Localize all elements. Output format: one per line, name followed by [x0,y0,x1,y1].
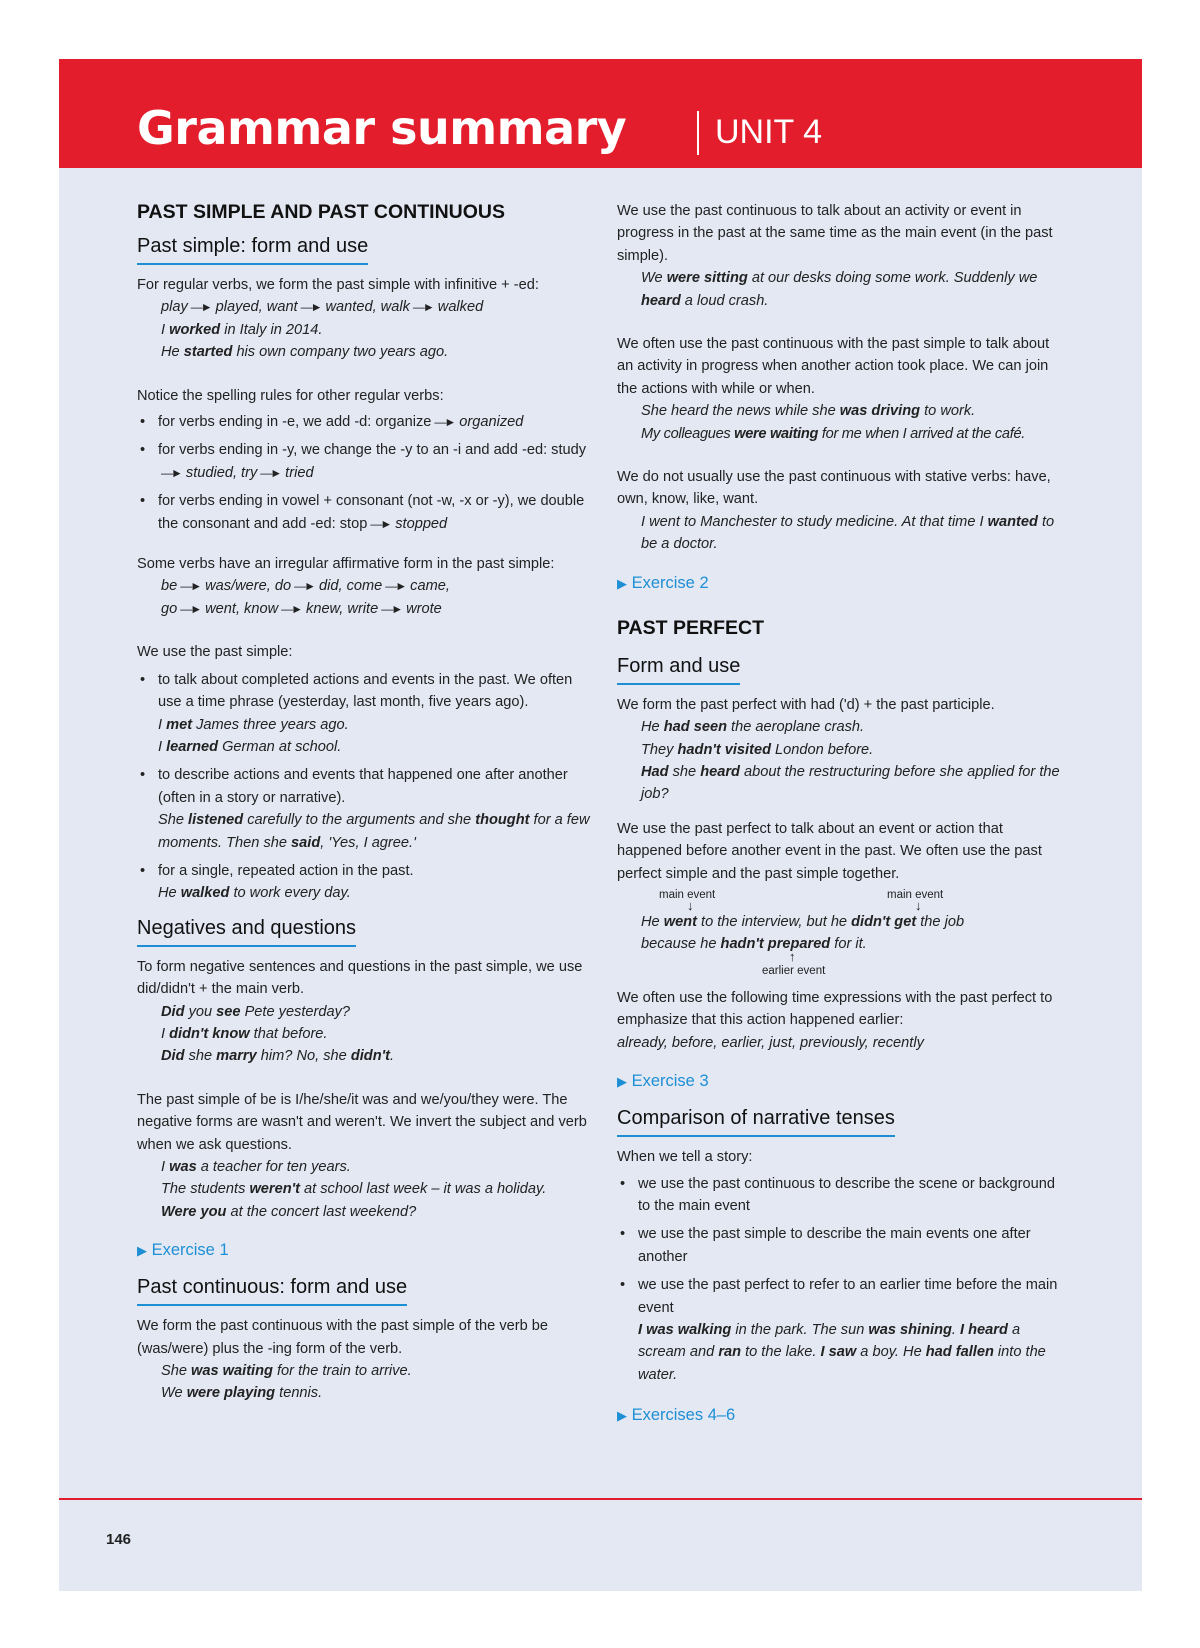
arrow-up-icon: ↑ [789,948,796,964]
paragraph: To form negative sentences and questions in the past simple, we use did/didn't + the main verb. [137,958,583,998]
list-item: • for verbs ending in -y, we change the -y to an -i and add -ed: study—► studied, try —► tried [137,439,599,484]
list-item: • for verbs ending in -e, we add -d: organize —► organized [137,411,599,433]
example-line: We were sitting at our desks doing some work. Suddenly we heard a loud crash. [641,270,1038,309]
list-item: • to describe actions and events that happened one after another (often in a story or narrative). She listened carefully to the arguments and she thought for a few moments. Then she said, 'Yes, I agree.' [137,764,599,854]
example-line: I was a teacher for ten years. [161,1159,351,1175]
arrow-right-icon: —► [370,516,391,531]
arrow-right-icon: —► [434,415,455,430]
page-number: 146 [106,1531,132,1548]
timeline-label: earlier event [762,964,826,977]
spelling-rules-list [137,411,599,535]
example-line: Did she marry him? No, she didn't. [161,1048,395,1065]
subsection-title: Negatives and questions [137,915,356,947]
paragraph: Some verbs have an irregular affirmative form in the past simple: [137,556,555,573]
triangle-right-icon: ▶ [137,1243,147,1259]
example-line: play —► played, want —► wanted, walk —► walked [161,299,484,316]
paragraph: We often use the following time expressions with the past perfect to emphasize that this action happened earlier: [617,989,1053,1029]
page-title: Grammar summary [137,101,627,155]
example-line: because he hadn't prepared for it. [641,935,867,952]
arrow-right-icon: —► [180,601,201,616]
subsection-title: Form and use [617,653,740,685]
list-item: • for a single, repeated action in the past. He walked to work every day. [137,860,599,905]
right-column [617,200,1067,1427]
triangle-right-icon: ▶ [617,575,627,591]
paragraph: The past simple of be is I/he/she/it was and we/you/they were. The negative forms are wasn't and weren't. We invert the subject and verb when we ask questions. [137,1091,587,1153]
arrow-right-icon: —► [180,579,201,594]
timeline-label: main event [659,888,716,901]
example-line: She heard the news while she was driving to work. [641,403,976,420]
section-title: PAST SIMPLE AND PAST CONTINUOUS [137,201,505,223]
timeline-label: main event [887,888,944,901]
example-line: go —► went, know —► knew, write —► wrote [161,600,442,617]
paragraph: We use the past perfect to talk about an event or action that happened before another event in the past. We often use the past perfect simple and the past simple together. [617,820,1042,882]
example-line: He had seen the aeroplane crash. [641,719,865,736]
footer-divider [59,1498,1142,1500]
example-line: I was walking in the park. The sun was shining. I heard a scream and ran to the lake. I saw a boy. He had fallen into the water. [638,1322,1046,1383]
arrow-right-icon: —► [260,465,281,480]
arrow-down-icon: ↓ [687,897,694,913]
header-bar [59,59,1142,168]
arrow-right-icon: —► [161,465,181,480]
list-item: • we use the past continuous to describe the scene or background to the main event [617,1173,1067,1218]
exercise-3-link[interactable]: ▶ Exercise 3 [617,1072,709,1091]
example-line: The students weren't at school last week – it was a holiday. [161,1181,547,1198]
narrative-list [617,1173,1067,1387]
arrow-right-icon: —► [281,601,302,616]
paragraph: We often use the past continuous with the past simple to talk about an activity in progress when another action took place. We can join the actions with while or when. [617,336,1050,397]
arrow-right-icon: —► [300,300,321,315]
exercise-1-link[interactable]: ▶ Exercise 1 [137,1241,229,1260]
arrow-right-icon: —► [190,300,211,315]
example-line: I learned German at school. [158,738,342,755]
title-divider [697,111,699,155]
subsection-title: Past continuous: form and use [137,1274,407,1306]
example-line: I went to Manchester to study medicine. At that time I wanted to be a doctor. [641,513,1055,553]
subsection-title: Past simple: form and use [137,233,368,265]
example-line: She was waiting for the train to arrive. [161,1363,412,1380]
example-line: My colleagues were waiting for me when I arrived at the café. [641,425,1026,442]
paragraph: We use the past continuous to talk about an activity or event in progress in the past at the same time as the main event (in the past simple). [617,203,1053,264]
paragraph: We form the past perfect with had ('d) + the past participle. [617,696,995,713]
example-line: We were playing tennis. [161,1385,323,1402]
example-line: They hadn't visited London before. [641,741,874,758]
paragraph: Notice the spelling rules for other regular verbs: [137,387,444,404]
list-item: • we use the past perfect to refer to an earlier time before the main event I was walking in the park. The sun was shining. I heard a scream and ran to the lake. I saw a boy. He had fallen into the water. [617,1274,1067,1386]
paragraph: We use the past simple: [137,644,293,661]
paragraph: already, before, earlier, just, previously, recently [617,1034,924,1051]
exercise-4-6-link[interactable]: ▶ Exercises 4–6 [617,1406,736,1425]
list-item: • for verbs ending in vowel + consonant (not -w, -x or -y), we double the consonant and add -ed: stop —► stopped [137,490,599,535]
arrow-right-icon: —► [381,601,402,616]
arrow-right-icon: —► [412,300,433,315]
example-line: I met James three years ago. [158,716,349,733]
example-line: He started his own company two years ago. [161,344,449,361]
left-column [137,200,599,1405]
triangle-right-icon: ▶ [617,1074,627,1090]
paragraph: When we tell a story: [617,1149,753,1166]
list-item: • to talk about completed actions and events in the past. We often use a time phrase (yesterday, last month, five years ago). I met James three years ago. I learned German at school. [137,669,599,759]
paragraph: For regular verbs, we form the past simple with infinitive + -ed: [137,277,539,293]
usage-list [137,669,599,905]
section-title: PAST PERFECT [617,616,764,639]
example-line: Had she heard about the restructuring before she applied for the job? [641,763,1060,803]
arrow-down-icon: ↓ [915,897,922,913]
example-line: I didn't know that before. [161,1025,328,1042]
example-line: Were you at the concert last weekend? [161,1203,417,1220]
paragraph: We do not usually use the past continuous with stative verbs: have, own, know, like, want. [617,469,1051,508]
example-line: Did you see Pete yesterday? [161,1003,351,1020]
exercise-2-link[interactable]: ▶ Exercise 2 [617,573,709,592]
example-line: I worked in Italy in 2014. [161,321,323,338]
unit-label: UNIT 4 [715,113,823,151]
list-item: • we use the past simple to describe the main events one after another [617,1223,1067,1268]
subsection-title: Comparison of narrative tenses [617,1105,895,1137]
triangle-right-icon: ▶ [617,1408,627,1424]
example-line: He walked to work every day. [158,885,351,902]
example-line: be —► was/were, do —► did, come —► came, [161,578,450,595]
arrow-right-icon: —► [385,579,406,594]
timeline-diagram [617,885,1067,975]
example-line: He went to the interview, but he didn't get the job [641,913,965,930]
example-line: She listened carefully to the arguments and she thought for a few moments. Then she said, 'Yes, I agree.' [158,812,590,851]
arrow-right-icon: —► [294,579,314,594]
paragraph: We form the past continuous with the past simple of the verb be (was/were) plus the -ing form of the verb. [137,1318,549,1357]
